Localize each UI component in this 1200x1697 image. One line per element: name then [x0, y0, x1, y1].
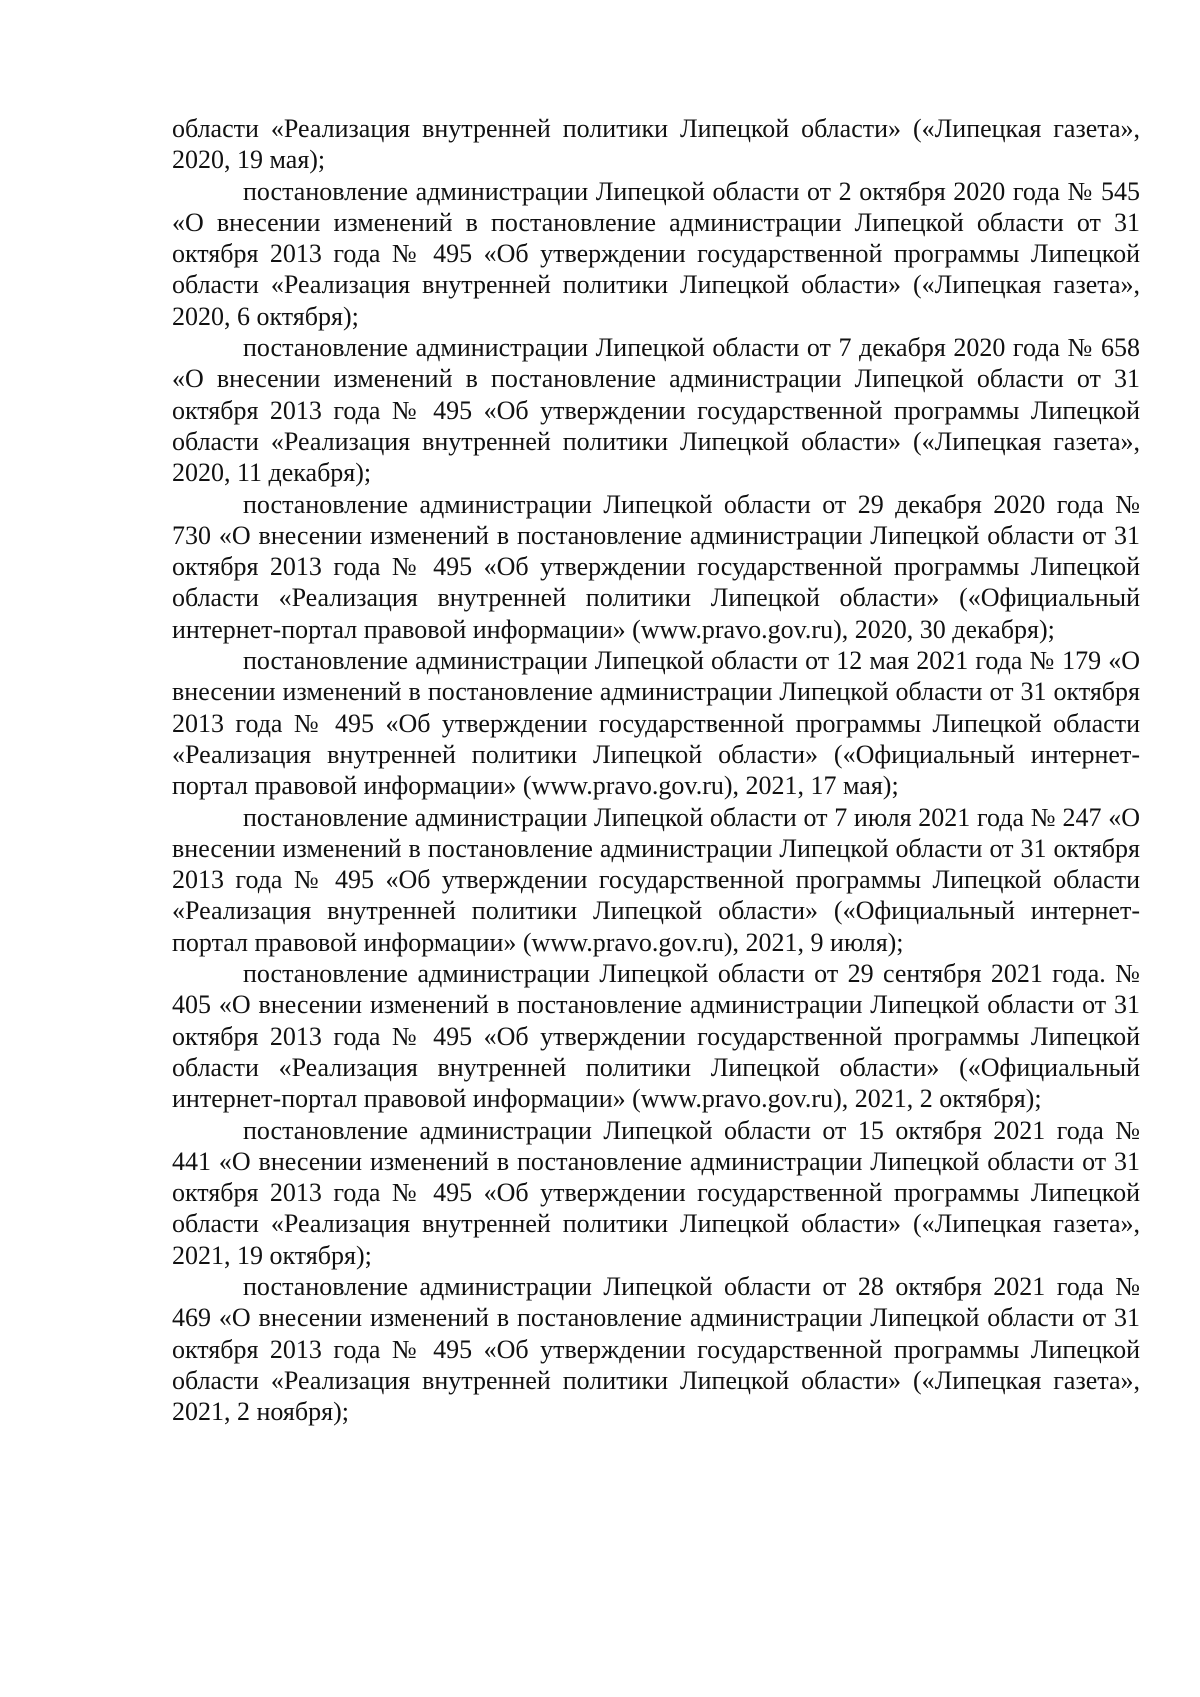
paragraph-resolution-441: постановление администрации Липецкой области от 15 октября 2021 года № 441 «О внесении изменений в постановление администрации Липецкой области от 31 октября 2013 года № 495 «Об утверждении государственной программы Липецкой области «Реализация внутренней политики Липецкой области» («Липецкая газета», 2021, 19 октября);	[172, 1115, 1140, 1270]
paragraph-resolution-405: постановление администрации Липецкой области от 29 сентября 2021 года. № 405 «О внесении изменений в постановление администрации Липецкой области от 31 октября 2013 года № 495 «Об утверждении государственной программы Липецкой области «Реализация внутренней политики Липецкой области» («Официальный интернет-портал правовой информации» (www.pravo.gov.ru), 2021, 2 октября);	[172, 959, 1140, 1114]
paragraph-resolution-545: постановление администрации Липецкой области от 2 октября 2020 года № 545 «О внесении изменений в постановление администрации Липецкой области от 31 октября 2013 года № 495 «Об утверждении государственной программы Липецкой области «Реализация внутренней политики Липецкой области» («Липецкая газета», 2020, 6 октября);	[172, 176, 1140, 331]
paragraph-resolution-730: постановление администрации Липецкой области от 29 декабря 2020 года № 730 «О внесении изменений в постановление администрации Липецкой области от 31 октября 2013 года № 495 «Об утверждении государственной программы Липецкой области «Реализация внутренней политики Липецкой области» («Официальный интернет-портал правовой информации» (www.pravo.gov.ru), 2020, 30 декабря);	[172, 489, 1140, 644]
paragraph-continuation: области «Реализация внутренней политики Липецкой области» («Липецкая газета», 2020, 19 мая);	[172, 114, 1140, 175]
paragraph-resolution-469: постановление администрации Липецкой области от 28 октября 2021 года № 469 «О внесении изменений в постановление администрации Липецкой области от 31 октября 2013 года № 495 «Об утверждении государственной программы Липецкой области «Реализация внутренней политики Липецкой области» («Липецкая газета», 2021, 2 ноября);	[172, 1271, 1140, 1427]
paragraph-resolution-179: постановление администрации Липецкой области от 12 мая 2021 года № 179 «О внесении изменений в постановление администрации Липецкой области от 31 октября 2013 года № 495 «Об утверждении государственной программы Липецкой области «Реализация внутренней политики Липецкой области» («Официальный интернет-портал правовой информации» (www.pravo.gov.ru), 2021, 17 мая);	[172, 646, 1140, 801]
paragraph-resolution-658: постановление администрации Липецкой области от 7 декабря 2020 года № 658 «О внесении изменений в постановление администрации Липецкой области от 31 октября 2013 года № 495 «Об утверждении государственной программы Липецкой области «Реализация внутренней политики Липецкой области» («Липецкая газета», 2020, 11 декабря);	[172, 333, 1140, 488]
document-body	[172, 113, 1140, 1427]
paragraph-resolution-247: постановление администрации Липецкой области от 7 июля 2021 года № 247 «О внесении изменений в постановление администрации Липецкой области от 31 октября 2013 года № 495 «Об утверждении государственной программы Липецкой области «Реализация внутренней политики Липецкой области» («Официальный интернет-портал правовой информации» (www.pravo.gov.ru), 2021, 9 июля);	[172, 802, 1140, 957]
